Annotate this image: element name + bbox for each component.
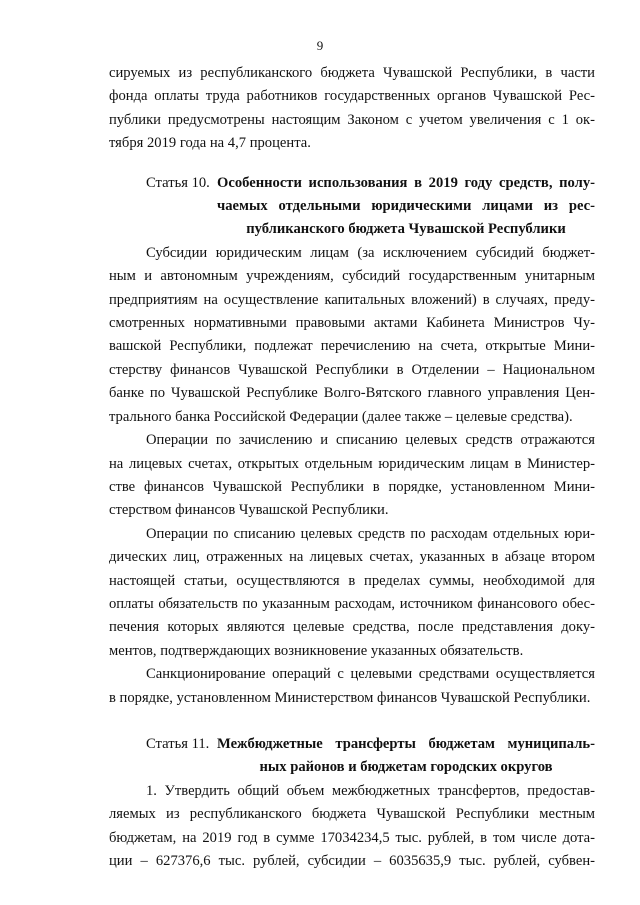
- text-line: фонда оплаты труда работников государственных органов Чувашской Рес-: [109, 88, 595, 105]
- text-line: Санкционирование операций с целевыми средствами осуществляется: [146, 666, 595, 683]
- text-line: предприятиям на осуществление капитальных вложений) в случаях, преду-: [109, 291, 595, 308]
- text-line: трального банка Российской Федерации (далее также – целевые средства).: [109, 408, 573, 425]
- article-10-paragraph-2: [109, 429, 595, 523]
- article-10-heading: [109, 172, 595, 242]
- article-title: [217, 733, 595, 780]
- text-line: Операции по зачислению и списанию целевых средств отражаются: [146, 432, 595, 449]
- text-line: 1. Утвердить общий объем межбюджетных трансфертов, предостав-: [146, 782, 595, 799]
- text-line: стве финансов Чувашской Республики в порядке, установленном Мини-: [109, 478, 595, 495]
- text-line: Операции по списанию целевых средств по расходам отдельных юри-: [146, 525, 595, 542]
- text-line: дических лиц, отраженных на лицевых счетах, указанных в абзаце втором: [109, 549, 595, 566]
- text-line: ным и автономным учреждениям, субсидий государственным унитарным: [109, 268, 595, 285]
- intro-paragraph: [109, 62, 595, 156]
- text-line: ции – 627376,6 тыс. рублей, субсидии – 6035635,9 тыс. рублей, субвен-: [109, 853, 595, 869]
- text-line: печения которых являются целевые средства, после представления доку-: [109, 619, 595, 636]
- article-number: Статья 10.: [146, 174, 210, 191]
- article-10-paragraph-1: [109, 242, 595, 429]
- text-line: стерству финансов Чувашской Республики в Отделении – Национальном: [109, 361, 595, 378]
- text-line: тября 2019 года на 4,7 процента.: [109, 135, 311, 152]
- text-line: стерством финансов Чувашской Республики.: [109, 502, 389, 519]
- article-10-paragraph-3: [109, 523, 595, 663]
- text-line: ляемых из республиканского бюджета Чувашской Республики местным: [109, 806, 595, 823]
- text-line: настоящей статьи, осуществляются в пределах суммы, необходимой для: [109, 572, 595, 589]
- text-line: в порядке, установленном Министерством финансов Чувашской Республики.: [109, 689, 591, 706]
- article-title: [217, 172, 595, 242]
- document-body: [109, 62, 595, 873]
- text-line: смотренных нормативными правовыми актами Кабинета Министров Чу-: [109, 315, 595, 332]
- text-line: банке по Чувашской Республике Волго-Вятского главного управления Цен-: [109, 385, 595, 402]
- text-line: Субсидии юридическим лицам (за исключением субсидий бюджет-: [146, 244, 595, 261]
- title-line: Межбюджетные трансферты бюджетам муниципаль-: [217, 735, 595, 752]
- text-line: на лицевых счетах, открытых отдельным юридическим лицам в Министер-: [109, 455, 595, 472]
- text-line: сируемых из республиканского бюджета Чувашской Республики, в части: [109, 65, 595, 81]
- text-line: вашской Республики, подлежат перечислению на счета, открытые Мини-: [109, 338, 595, 355]
- article-10-paragraph-4: [109, 663, 595, 710]
- text-line: публики предусмотрены настоящим Законом с учетом увеличения с 1 ок-: [109, 111, 595, 128]
- text-line: ментов, подтверждающих возникновение указанных обязательств.: [109, 642, 524, 659]
- title-line: чаемых отдельными юридическими лицами из рес-: [217, 198, 595, 215]
- article-11-paragraph-1: [109, 780, 595, 874]
- title-line: публиканского бюджета Чувашской Республики: [246, 221, 566, 238]
- article-number: Статья 11.: [146, 735, 210, 752]
- title-line: Особенности использования в 2019 году средств, полу-: [217, 174, 595, 191]
- page-number: 9: [316, 38, 324, 53]
- article-11-heading: [109, 733, 595, 780]
- text-line: оплаты обязательств по указанным расходам, источником финансового обес-: [109, 595, 595, 612]
- title-line: ных районов и бюджетам городских округов: [259, 759, 553, 776]
- text-line: бюджетам, на 2019 год в сумме 17034234,5 тыс. рублей, в том числе дота-: [109, 829, 595, 846]
